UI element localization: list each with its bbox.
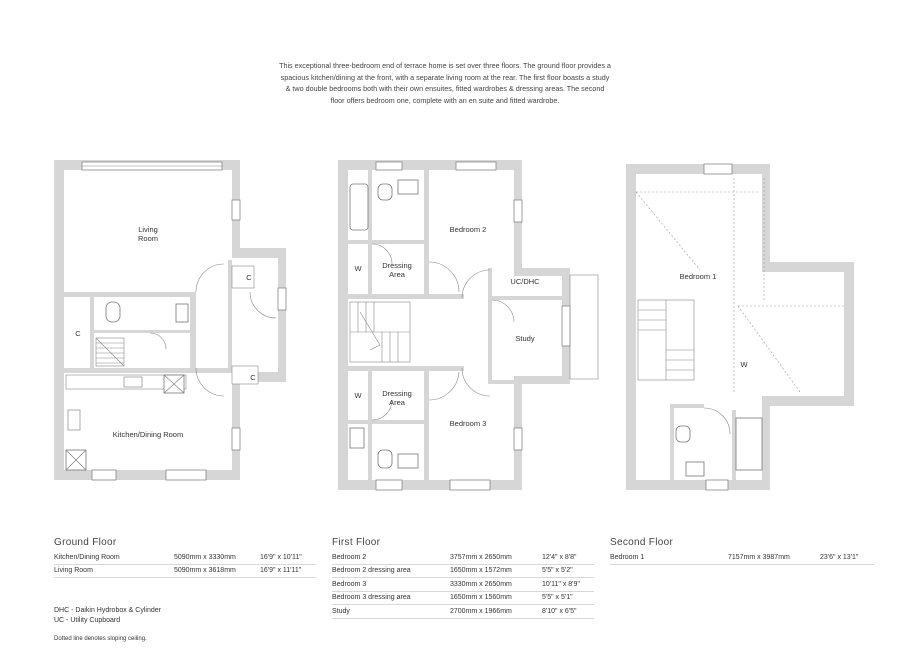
room-metric: 7157mm x 3987mm: [728, 553, 790, 561]
room-imperial: 23'6" x 13'1": [820, 553, 859, 561]
table-row: [332, 565, 594, 579]
second-floor-plan: [626, 164, 854, 490]
room-metric: 5090mm x 3330mm: [174, 553, 236, 561]
cupboard-label: C: [250, 373, 256, 382]
room-metric: 1650mm x 1560mm: [450, 594, 512, 602]
schedule-title: First Floor: [332, 537, 381, 548]
room-name: Living Room: [54, 567, 93, 575]
room-metric: 1650mm x 1572mm: [450, 567, 512, 575]
dressing-area-label: Area: [389, 398, 405, 407]
wardrobe-label: W: [740, 360, 748, 369]
room-name: Bedroom 3: [332, 580, 367, 588]
kitchen-dining-label: Kitchen/Dining Room: [112, 430, 184, 439]
wardrobe-label: W: [354, 264, 362, 273]
table-row: [332, 578, 594, 592]
room-imperial: 16'9" x 11'11": [260, 567, 302, 575]
schedule-title: Ground Floor: [54, 537, 117, 548]
description-line: & two double bedrooms both with their own ensuites, fitted wardrobes & dressing areas. The second: [285, 84, 605, 93]
living-room-label: Living: [138, 225, 158, 234]
dressing-area-label: Dressing: [382, 261, 412, 270]
dressing-area-label: Dressing: [382, 389, 412, 398]
room-metric: 3330mm x 2650mm: [450, 580, 512, 588]
room-metric: 3757mm x 2650mm: [450, 553, 512, 561]
wardrobe-label: W: [354, 391, 362, 400]
living-room-label: Room: [137, 234, 159, 243]
bedroom3-label: Bedroom 3: [449, 419, 487, 428]
table-row: [332, 551, 594, 565]
uc-dhc-label: UC/DHC: [510, 277, 540, 286]
ground-floor-plan: [54, 160, 286, 480]
sloping-ceiling-note: Dotted line denotes sloping ceiling.: [54, 636, 147, 642]
table-row: [332, 592, 594, 606]
room-imperial: 10'11" x 8'9": [542, 580, 580, 588]
room-metric: 5090mm x 3618mm: [174, 567, 236, 575]
first-floor-plan: [338, 160, 598, 490]
cupboard-label: C: [246, 273, 252, 282]
bedroom1-label: Bedroom 1: [679, 272, 717, 281]
ground-floor-schedule: [54, 537, 316, 578]
room-imperial: 12'4" x 8'8": [542, 553, 577, 561]
room-metric: 2700mm x 1966mm: [450, 607, 512, 615]
description-line: This exceptional three-bedroom end of terrace home is set over three floors. The ground floor provides a: [279, 61, 611, 70]
study-label: Study: [515, 334, 535, 343]
cupboard-label: C: [75, 329, 81, 338]
legend-item: UC - Utility Cupboard: [54, 617, 121, 624]
second-floor-schedule: [610, 537, 874, 565]
schedule-title: Second Floor: [610, 537, 674, 548]
room-imperial: 8'10" x 6'5": [542, 607, 577, 615]
room-name: Bedroom 2 dressing area: [332, 567, 411, 575]
table-row: [332, 605, 594, 619]
table-row: [54, 565, 316, 579]
room-name: Kitchen/Dining Room: [54, 553, 120, 561]
description-line: spacious kitchen/dining at the front, with a separate living room at the rear. The first floor boasts a study: [280, 72, 610, 82]
room-name: Bedroom 3 dressing area: [332, 594, 411, 602]
room-imperial: 16'9" x 10'11": [260, 553, 302, 561]
description-line: floor offers bedroom one, complete with an en suite and fitted wardrobe.: [330, 95, 560, 105]
dressing-area-label: Area: [389, 270, 405, 279]
table-row: [54, 551, 316, 565]
room-imperial: 5'5" x 5'1": [542, 594, 573, 602]
room-name: Bedroom 2: [332, 553, 367, 561]
bedroom2-label: Bedroom 2: [449, 225, 487, 234]
room-name: Bedroom 1: [610, 553, 645, 561]
room-imperial: 5'5" x 5'2": [542, 567, 573, 575]
legend: [54, 606, 161, 626]
legend-item: DHC - Daikin Hydrobox & Cylinder: [54, 607, 161, 614]
table-row: [610, 551, 874, 565]
room-name: Study: [332, 607, 350, 615]
first-floor-schedule: [332, 537, 594, 619]
